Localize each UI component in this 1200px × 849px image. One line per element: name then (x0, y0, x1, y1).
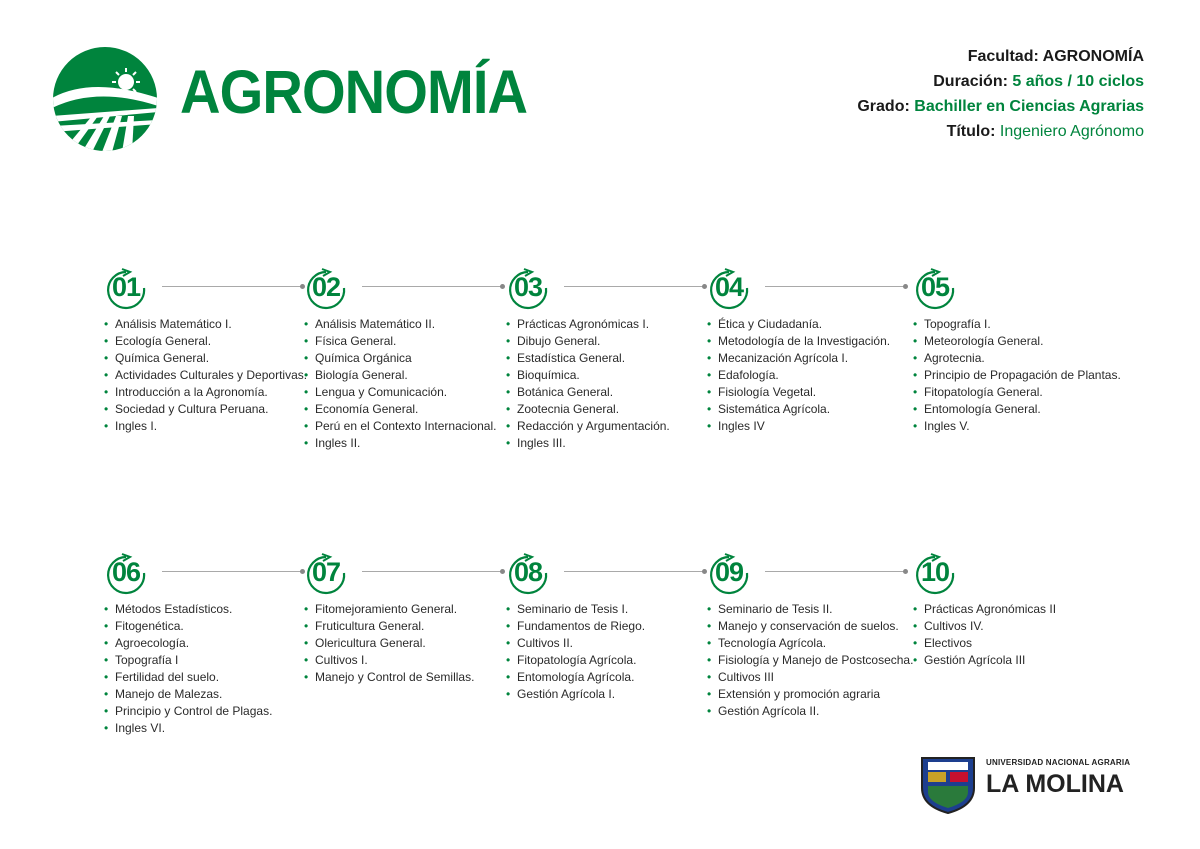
course-item: • Fisiología y Manejo de Postcosecha. (707, 652, 917, 669)
course-item: • Métodos Estadísticos. (104, 601, 314, 618)
course-item: • Estadística General. (506, 350, 716, 367)
course-list (506, 316, 716, 452)
duracion-row: Duración: 5 años / 10 ciclos (933, 73, 1144, 90)
course-item: • Redacción y Argumentación. (506, 418, 716, 435)
course-item: • Ecología General. (104, 333, 314, 350)
course-item: • Olericultura General. (304, 635, 514, 652)
course-item: • Análisis Matemático I. (104, 316, 314, 333)
course-list (913, 601, 1123, 669)
course-item: • Cultivos I. (304, 652, 514, 669)
cycle-number: 06 (111, 557, 141, 587)
course-item: • Ética y Ciudadanía. (707, 316, 917, 333)
course-item: • Química Orgánica (304, 350, 514, 367)
cycle-badge (707, 551, 759, 595)
cycle-connector (362, 286, 502, 287)
course-item: • Dibujo General. (506, 333, 716, 350)
titulo-label: Título (946, 123, 991, 140)
course-item: • Tecnología Agrícola. (707, 635, 917, 652)
course-item: • Mecanización Agrícola I. (707, 350, 917, 367)
course-item: • Cultivos III (707, 669, 917, 686)
facultad-label: Facultad (967, 48, 1034, 65)
course-item: • Fruticultura General. (304, 618, 514, 635)
course-item: • Cultivos II. (506, 635, 716, 652)
course-item: • Bioquímica. (506, 367, 716, 384)
university-name-big: LA MOLINA (986, 770, 1124, 798)
cycle-number: 02 (311, 272, 341, 302)
course-item: • Meteorología General. (913, 333, 1123, 350)
cycle-connector (162, 571, 302, 572)
cycle-badge (304, 266, 356, 310)
course-item: • Fitopatología Agrícola. (506, 652, 716, 669)
course-item: • Manejo y Control de Semillas. (304, 669, 514, 686)
facultad-row: Facultad: AGRONOMÍA (967, 48, 1144, 65)
course-item: • Edafología. (707, 367, 917, 384)
titulo-value: Ingeniero Agrónomo (999, 123, 1144, 140)
course-item: • Topografía I (104, 652, 314, 669)
program-info (857, 44, 1144, 144)
course-item: • Cultivos IV. (913, 618, 1123, 635)
course-item: • Química General. (104, 350, 314, 367)
course-list (707, 601, 917, 720)
duracion-label: Duración (933, 73, 1003, 90)
course-item: • Ingles VI. (104, 720, 314, 737)
course-item: • Gestión Agrícola III (913, 652, 1123, 669)
duracion-value: 5 años / 10 ciclos (1012, 73, 1144, 90)
course-item: • Ingles III. (506, 435, 716, 452)
course-item: • Lengua y Comunicación. (304, 384, 514, 401)
course-item: • Metodología de la Investigación. (707, 333, 917, 350)
course-item: • Topografía I. (913, 316, 1123, 333)
course-item: • Extensión y promoción agraria (707, 686, 917, 703)
course-item: • Ingles II. (304, 435, 514, 452)
university-name-small: UNIVERSIDAD NACIONAL AGRARIA (986, 758, 1131, 767)
cycle-badge (913, 266, 965, 310)
cycle-number: 03 (513, 272, 543, 302)
titulo-row: Título: Ingeniero Agrónomo (946, 123, 1144, 140)
cycle-connector (362, 571, 502, 572)
course-item: • Sistemática Agrícola. (707, 401, 917, 418)
cycle-number: 08 (513, 557, 543, 587)
course-item: • Prácticas Agronómicas II (913, 601, 1123, 618)
course-item: • Seminario de Tesis II. (707, 601, 917, 618)
course-item: • Ingles V. (913, 418, 1123, 435)
university-logo (920, 756, 1140, 816)
course-item: • Prácticas Agronómicas I. (506, 316, 716, 333)
course-item: • Fitogenética. (104, 618, 314, 635)
course-list (913, 316, 1123, 435)
cycle-badge (104, 266, 156, 310)
course-item: • Fitomejoramiento General. (304, 601, 514, 618)
cycle-badge (506, 551, 558, 595)
course-list (304, 601, 514, 686)
cycle-number: 04 (714, 272, 744, 302)
course-item: • Biología General. (304, 367, 514, 384)
cycle-connector (162, 286, 302, 287)
facultad-value: AGRONOMÍA (1042, 48, 1144, 65)
course-list (506, 601, 716, 703)
course-item: • Fundamentos de Riego. (506, 618, 716, 635)
course-list (707, 316, 917, 435)
cycle-badge (304, 551, 356, 595)
course-item: • Fertilidad del suelo. (104, 669, 314, 686)
course-item: • Agroecología. (104, 635, 314, 652)
course-item: • Perú en el Contexto Internacional. (304, 418, 514, 435)
course-item: • Ingles IV (707, 418, 917, 435)
cycle-badge (707, 266, 759, 310)
cycle-connector (564, 571, 704, 572)
course-item: • Economía General. (304, 401, 514, 418)
course-item: • Zootecnia General. (506, 401, 716, 418)
cycle-badge (104, 551, 156, 595)
course-list (104, 601, 314, 737)
grado-row: Grado: Bachiller en Ciencias Agrarias (857, 98, 1144, 115)
cycle-number: 07 (311, 557, 341, 587)
course-item: • Entomología General. (913, 401, 1123, 418)
course-item: • Principio de Propagación de Plantas. (913, 367, 1123, 384)
course-item: • Entomología Agrícola. (506, 669, 716, 686)
course-item: • Física General. (304, 333, 514, 350)
cycle-number: 05 (920, 272, 950, 302)
course-item: • Botánica General. (506, 384, 716, 401)
grado-value: Bachiller en Ciencias Agrarias (914, 98, 1144, 115)
course-item: • Electivos (913, 635, 1123, 652)
course-item: • Principio y Control de Plagas. (104, 703, 314, 720)
cycle-number: 01 (111, 272, 141, 302)
grado-label: Grado (857, 98, 905, 115)
page-title: AGRONOMÍA (180, 58, 528, 126)
cycle-badge (913, 551, 965, 595)
course-item: • Ingles I. (104, 418, 314, 435)
course-list (304, 316, 514, 452)
course-item: • Actividades Culturales y Deportivas. (104, 367, 314, 384)
university-shield-icon (920, 756, 976, 814)
course-item: • Fitopatología General. (913, 384, 1123, 401)
course-item: • Gestión Agrícola I. (506, 686, 716, 703)
cycle-badge (506, 266, 558, 310)
course-item: • Manejo y conservación de suelos. (707, 618, 917, 635)
cycle-connector (564, 286, 704, 287)
agronomia-logo-icon (52, 46, 158, 152)
course-item: • Gestión Agrícola II. (707, 703, 917, 720)
cycle-number: 10 (920, 557, 950, 587)
course-item: • Agrotecnia. (913, 350, 1123, 367)
course-list (104, 316, 314, 435)
course-item: • Análisis Matemático II. (304, 316, 514, 333)
course-item: • Fisiología Vegetal. (707, 384, 917, 401)
course-item: • Manejo de Malezas. (104, 686, 314, 703)
course-item: • Seminario de Tesis I. (506, 601, 716, 618)
cycle-connector (765, 571, 905, 572)
course-item: • Sociedad y Cultura Peruana. (104, 401, 314, 418)
cycle-number: 09 (714, 557, 744, 587)
cycle-connector (765, 286, 905, 287)
course-item: • Introducción a la Agronomía. (104, 384, 314, 401)
